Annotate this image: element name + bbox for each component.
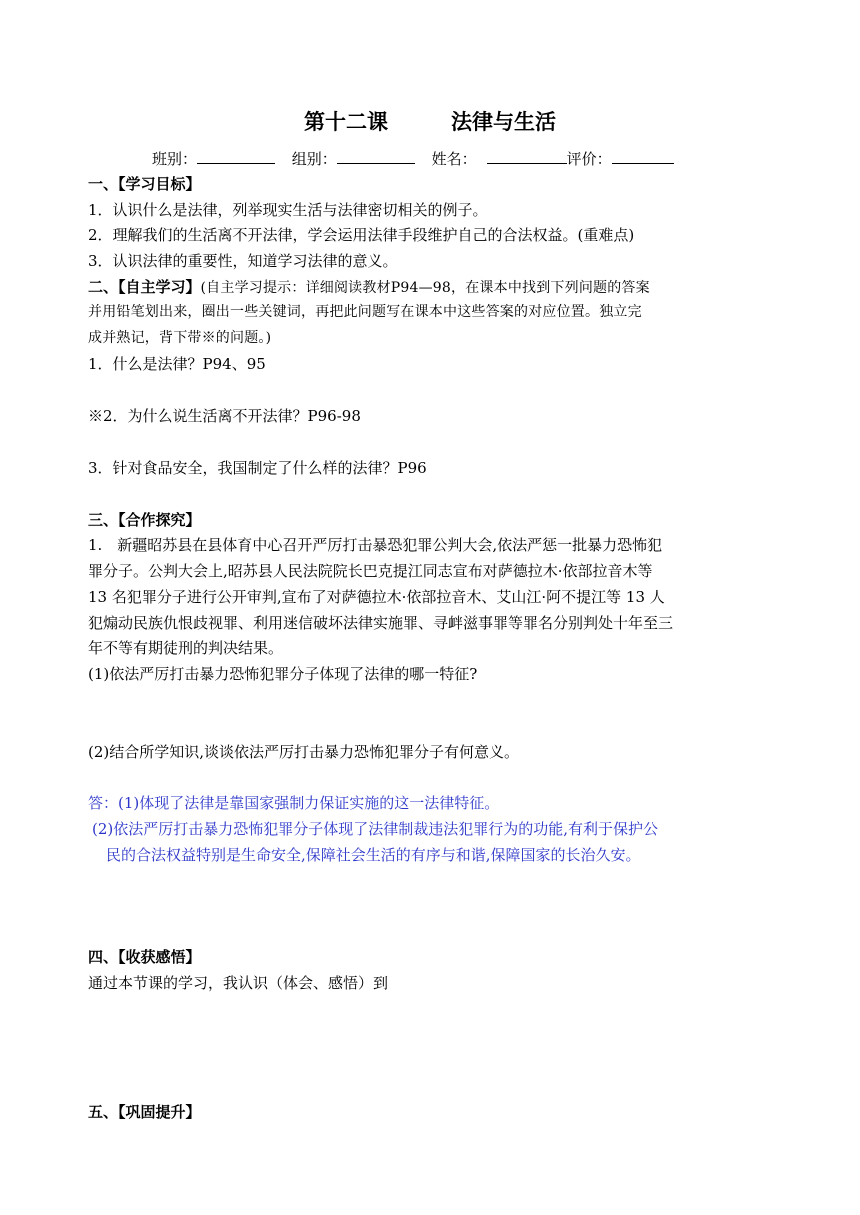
case-paragraph: 罪分子。公判大会上,昭苏县人民法院院长巴克提江同志宣布对萨德拉木·依部拉音木等 xyxy=(88,562,653,580)
section-heading-objectives: 一、【学习目标】 xyxy=(88,175,201,193)
question-item: ※2．为什么说生活离不开法律？P96-98 xyxy=(88,407,361,425)
group-label: 组别： xyxy=(291,150,337,168)
answer-line: 答：(1)体现了法律是靠国家强制力保证实施的这一法律特征。 xyxy=(88,794,500,812)
rating-blank[interactable] xyxy=(612,149,674,164)
question-item: 3．针对食品安全，我国制定了什么样的法律？P96 xyxy=(88,459,427,477)
sub-question: (1)依法严厉打击暴力恐怖犯罪分子体现了法律的哪一特征? xyxy=(88,665,478,683)
self-study-hint: (自主学习提示：详细阅读教材P94—98，在课本中找到下列问题的答案 xyxy=(200,280,650,296)
case-paragraph: 犯煽动民族仇恨歧视罪、利用迷信破坏法律实施罪、寻衅滋事罪等罪名分别判处十年至三 xyxy=(88,614,674,632)
case-paragraph: 1. 新疆昭苏县在县体育中心召开严厉打击暴恐犯罪公判大会,依法严惩一批暴力恐怖犯 xyxy=(88,536,663,554)
objective-item: 2．理解我们的生活离不开法律，学会运用法律手段维护自己的合法权益。(重难点) xyxy=(88,226,635,244)
class-label: 班别： xyxy=(152,150,198,168)
objective-item: 1．认识什么是法律，列举现实生活与法律密切相关的例子。 xyxy=(88,201,488,219)
self-study-hint: 并用铅笔划出来，圈出一些关键词，再把此问题写在课本中这些答案的对应位置。独立完 xyxy=(88,304,642,320)
lesson-topic: 法律与生活 xyxy=(451,110,556,134)
page-title xyxy=(0,106,860,136)
name-label: 姓名： xyxy=(431,150,477,168)
reflection-prompt: 通过本节课的学习，我认识（体会、感悟）到 xyxy=(88,974,389,992)
self-study-header xyxy=(88,277,650,298)
question-item: 1．什么是法律？P94、95 xyxy=(88,355,266,373)
case-paragraph: 年不等有期徒刑的判决结果。 xyxy=(88,639,284,657)
section-heading-reflection: 四、【收获感悟】 xyxy=(88,948,201,966)
case-paragraph: 13 名犯罪分子进行公开审判,宣布了对萨德拉木·依部拉音木、艾山江·阿不提江等 13 人 xyxy=(88,588,665,606)
section-heading-self-study: 二、【自主学习】 xyxy=(88,278,201,296)
section-heading-consolidation: 五、【巩固提升】 xyxy=(88,1103,201,1121)
sub-question: (2)结合所学知识,谈谈依法严厉打击暴力恐怖犯罪分子有何意义。 xyxy=(88,743,520,761)
lesson-number: 第十二课 xyxy=(304,110,388,134)
name-blank[interactable] xyxy=(487,149,567,164)
section-heading-cooperation: 三、【合作探究】 xyxy=(88,511,201,529)
student-info-row xyxy=(152,148,674,169)
rating-label: 评价： xyxy=(566,150,612,168)
objective-item: 3．认识法律的重要性，知道学习法律的意义。 xyxy=(88,252,398,270)
class-blank[interactable] xyxy=(197,149,275,164)
self-study-hint: 成并熟记，背下带※的问题。) xyxy=(88,330,272,346)
answer-line: (2)依法严厉打击暴力恐怖犯罪分子体现了法律制裁违法犯罪行为的功能,有利于保护公 xyxy=(92,820,659,838)
answer-line: 民的合法权益特别是生命安全,保障社会生活的有序与和谐,保障国家的长治久安。 xyxy=(106,846,641,864)
group-blank[interactable] xyxy=(337,149,415,164)
